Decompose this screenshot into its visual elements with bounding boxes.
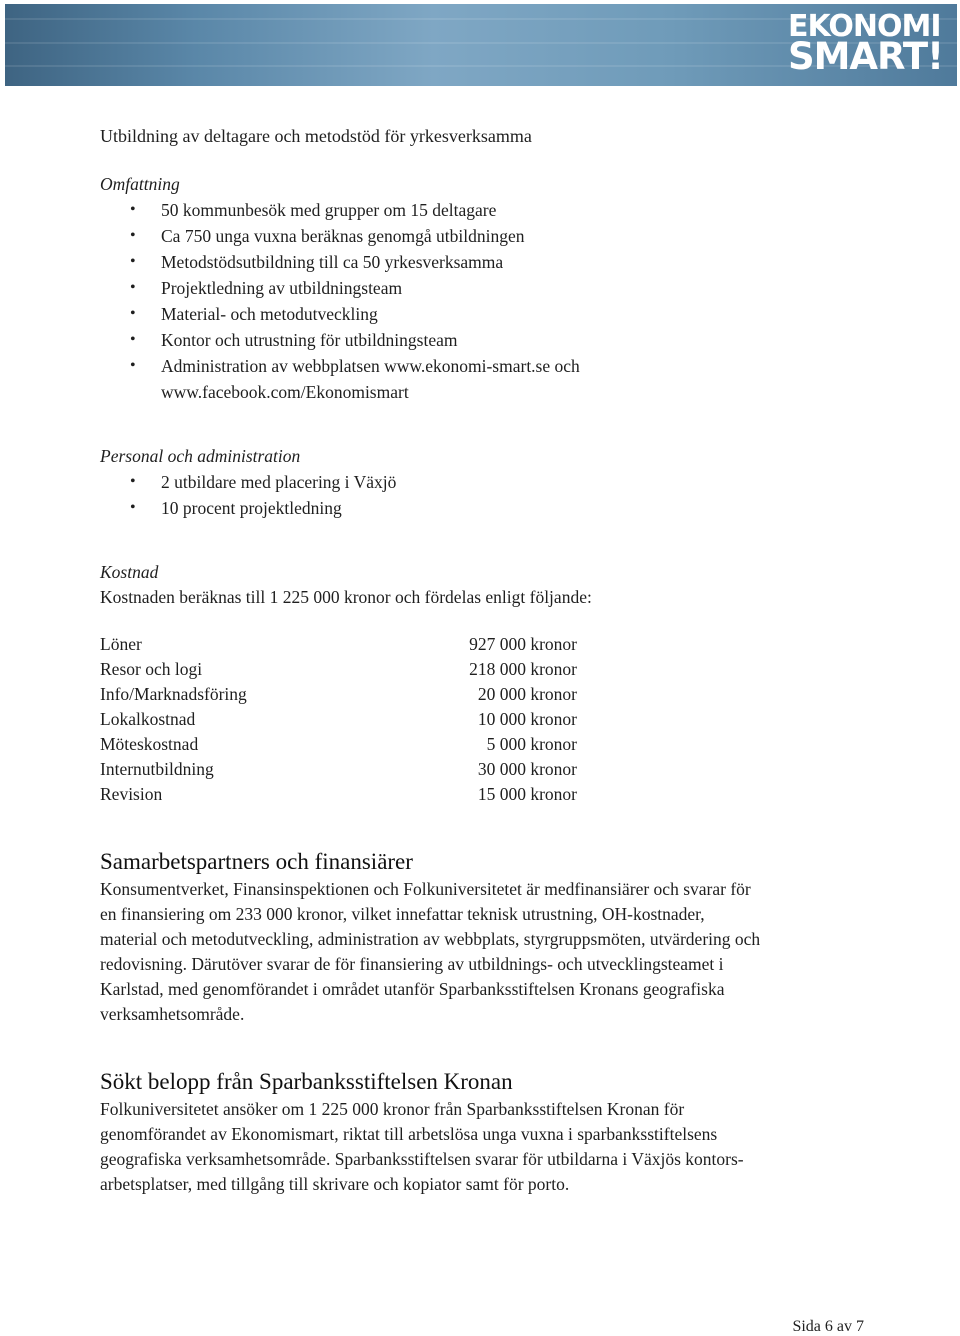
list-item: • Administration av webbplatsen www.ekonomi-smart.se och www.facebook.com/Ekonomismart: [100, 353, 870, 405]
cost-row: Löner 927 000 kronor: [100, 634, 577, 654]
bullet-icon: •: [130, 201, 136, 218]
personal-list: [100, 469, 870, 521]
kostnad-intro: Kostnaden beräknas till 1 225 000 kronor och fördelas enligt följande:: [100, 587, 592, 607]
bullet-icon: •: [130, 331, 136, 348]
page-number: Sida 6 av 7: [792, 1318, 864, 1335]
sokt-belopp-paragraph: Folkuniversitetet ansöker om 1 225 000 kronor från Sparbanksstiftelsen Kronan för genomförandet av Ekonomismart, riktat till arbetslösa unga vuxna i sparbanksstiftelsens geografiska verksamhetsområde. Sparbanksstiftelsen svarar för utbildarna i Växjös kontors- arbetsplatser, med tillgång till skrivare och kopiator samt för porto.: [100, 1099, 744, 1194]
bullet-icon: •: [130, 357, 136, 374]
section-heading-samarbete: Samarbetspartners och finansiärer: [100, 849, 413, 874]
bullet-icon: •: [130, 305, 136, 322]
logo-line-1: EKONOMI: [787, 9, 941, 44]
list-item: • Projektledning av utbildningsteam: [100, 275, 870, 301]
cost-row: Resor och logi 218 000 kronor: [100, 659, 577, 679]
list-item: • Ca 750 unga vuxna beräknas genomgå utbildningen: [100, 223, 870, 249]
bullet-icon: •: [130, 499, 136, 516]
bullet-icon: •: [130, 227, 136, 244]
cost-table: [100, 632, 870, 807]
section-heading-sokt-belopp: Sökt belopp från Sparbanksstiftelsen Kronan: [100, 1069, 513, 1094]
cost-row: Lokalkostnad 10 000 kronor: [100, 709, 577, 729]
logo-line-2: SMART!: [787, 35, 943, 78]
cost-row: Möteskostnad 5 000 kronor: [100, 734, 577, 754]
list-item-continuation: www.facebook.com/Ekonomismart: [161, 382, 409, 402]
cost-row: Info/Marknadsföring 20 000 kronor: [100, 684, 577, 704]
samarbete-paragraph: Konsumentverket, Finansinspektionen och Folkuniversitetet är medfinansiärer och svarar för en finansiering om 233 000 kronor, vilket innefattar teknisk utrustning, OH-kostnader, material och metodutveckling, administration av webbplats, styrgruppsmöten, utvärdering och redovisning. Därutöver svarar de för finansiering av utbildnings- och utvecklingsteamet i Karlstad, med genomförandet i området utanför Sparbanksstiftelsen Kronans geografiska verksamhetsområde.: [100, 879, 761, 1024]
document-body: [100, 126, 870, 1197]
list-item: • Kontor och utrustning för utbildningsteam: [100, 327, 870, 353]
header-banner: [5, 4, 957, 86]
list-item: • 10 procent projektledning: [100, 495, 870, 521]
list-item: • Material- och metodutveckling: [100, 301, 870, 327]
cost-row: Revision 15 000 kronor: [100, 784, 577, 804]
cost-row: Internutbildning 30 000 kronor: [100, 759, 577, 779]
bullet-icon: •: [130, 253, 136, 270]
bullet-icon: •: [130, 473, 136, 490]
section-heading-kostnad: Kostnad: [100, 562, 159, 582]
list-item: • 2 utbildare med placering i Växjö: [100, 469, 870, 495]
section-heading-personal: Personal och administration: [100, 446, 301, 466]
ekonomi-smart-logo: [787, 9, 943, 78]
bullet-icon: •: [130, 279, 136, 296]
section-heading-omfattning: Omfattning: [100, 174, 180, 194]
list-item: • 50 kommunbesök med grupper om 15 deltagare: [100, 197, 870, 223]
list-item: • Metodstödsutbildning till ca 50 yrkesverksamma: [100, 249, 870, 275]
page-title: Utbildning av deltagare och metodstöd för yrkesverksamma: [100, 126, 532, 146]
omfattning-list: [100, 197, 870, 405]
